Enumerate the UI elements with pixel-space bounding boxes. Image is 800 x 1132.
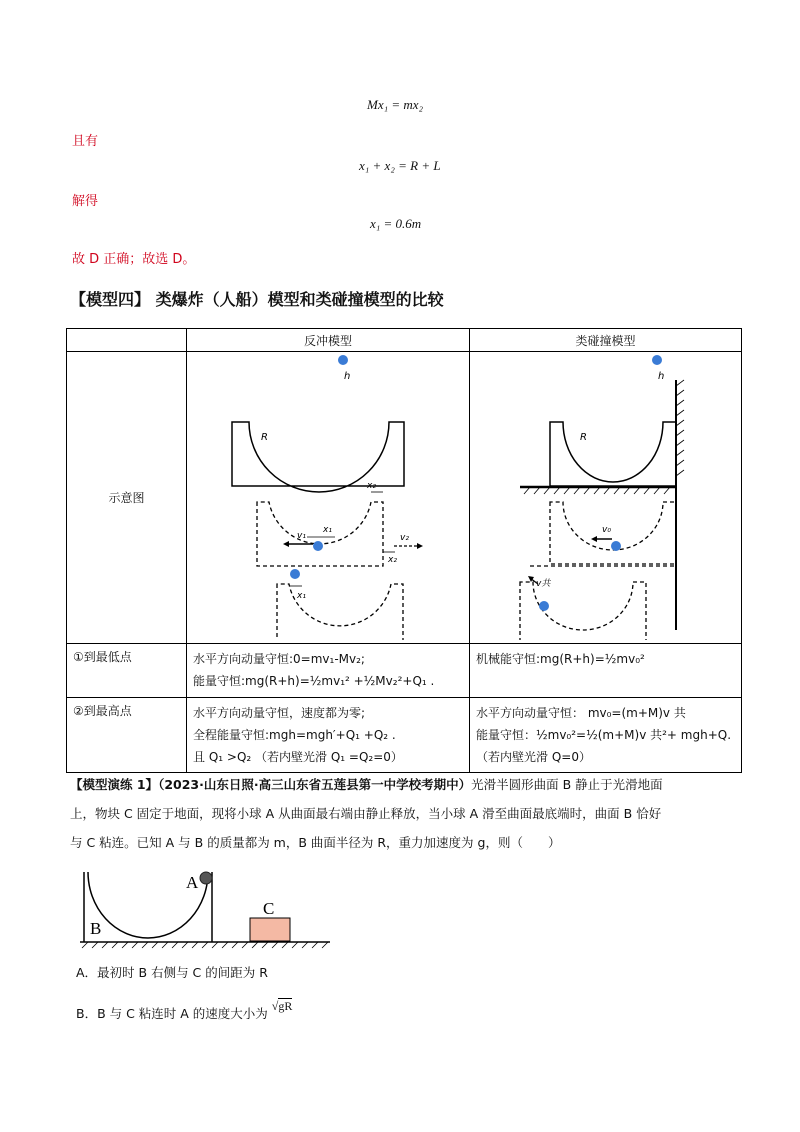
exercise-line3: 与 C 粘连。已知 A 与 B 的质量都为 m，B 曲面半径为 R，重力加速度为 g，则（ ） [70,835,561,850]
option-B-text: B．B 与 C 粘连时 A 的速度大小为 [76,1006,268,1021]
label-x2b: x₂ [388,555,397,565]
block-C [250,918,290,941]
collision-diagram [470,352,741,640]
ground-hatching [82,942,328,948]
comparison-table [66,328,742,773]
recoil-highest-line2: 全程能量守恒:mgh=mgh′+Q₁ +Q₂ . [193,728,396,742]
recoil-diagram-cell [187,352,470,644]
collision-highest-line3: （若内壁光滑 Q=0） [476,750,591,764]
collision-diagram-cell [470,352,742,644]
header-collision: 类碰撞模型 [470,329,742,352]
ball-icon [611,541,621,551]
wall-hatching [676,380,684,476]
ball-icon [313,541,323,551]
exercise-line2: 上，物块 C 固定于地面，现将小球 A 从曲面最右端由静止释放，当小球 A 滑至曲面最底端时，曲面 B 恰好 [70,806,662,821]
collision-highest-line2: 能量守恒：½mv₀²=½(m+M)v 共²+ mgh+Q. [476,728,732,742]
header-recoil: 反冲模型 [187,329,470,352]
arrowhead-icon [591,536,597,542]
row-label-lowest: ①到最低点 [67,644,187,698]
label-v1: v₁ [297,531,306,541]
label-x1: x₁ [323,525,332,535]
label-x2: x₂ [367,481,376,491]
option-B [76,999,293,1022]
ball-icon [338,355,348,365]
table-corner [67,329,187,352]
row-label-diagram: 示意图 [67,352,187,644]
label-h: h [344,371,351,382]
bowl-dashed-2 [277,584,403,640]
ball-icon [539,601,549,611]
bowl-dashed-2 [520,582,646,640]
option-A: A．最初时 B 右侧与 C 的间距为 R [76,965,268,980]
text-solve: 解得 [72,194,99,209]
exercise-line1: 光滑半圆形曲面 B 静止于光滑地面 [471,777,663,792]
arrowhead-icon [417,543,423,549]
recoil-diagram [187,352,469,640]
recoil-highest-line1: 水平方向动量守恒，速度都为零; [193,706,366,720]
text-also: 且有 [72,134,99,149]
section-title: 【模型四】 类爆炸（人船）模型和类碰撞模型的比较 [70,290,444,309]
equation-momentum: Mx₁ = mx₂ [367,97,424,112]
collision-highest-line1: 水平方向动量守恒： mv₀=(m+M)v 共 [476,706,686,720]
bowl-dashed-1 [257,502,383,566]
collision-lowest-line1: 机械能守恒:mg(R+h)=½mv₀² [476,652,645,666]
label-A: A [186,873,199,892]
exercise-figure [70,866,340,952]
equation-sum: x₁ + x₂ = R + L [359,158,441,173]
label-B: B [90,919,102,938]
ball-icon [652,355,662,365]
row-label-highest: ②到最高点 [67,698,187,773]
label-h: h [658,371,665,382]
label-v2: v₂ [400,533,409,543]
collision-highest-cell [470,698,742,773]
label-x1b: x₁ [297,591,306,601]
ball-icon [200,872,212,884]
recoil-lowest-line1: 水平方向动量守恒:0=mv₁-Mv₂; [193,652,365,666]
recoil-highest-cell [187,698,470,773]
label-R: R [261,432,268,443]
recoil-lowest-cell [187,644,470,698]
label-v0: v₀ [602,525,611,535]
label-vgong: v共 [536,579,551,589]
recoil-lowest-line2: 能量守恒:mg(R+h)=½mv₁² +½Mv₂²+Q₁ . [193,674,435,688]
bowl-solid [550,422,676,486]
equation-result: x₁ = 0.6m [370,216,422,231]
exercise-block [70,770,750,857]
arrowhead-icon [283,541,289,547]
collision-lowest-cell [470,644,742,698]
label-R: R [580,432,587,443]
exercise-tag: 【模型演练 1】 [70,777,159,792]
text-conclusion: 故 D 正确；故选 D。 [72,252,196,267]
label-C: C [263,899,275,918]
bowl-solid [232,422,404,492]
recoil-highest-line3: 且 Q₁ >Q₂ （若内壁光滑 Q₁ =Q₂=0） [193,750,403,764]
exercise-source: （2023·山东日照·高三山东省五莲县第一中学校考期中） [158,777,472,792]
ball-icon [290,569,300,579]
sqrt-expression: √gR [271,999,293,1013]
bowl-dashed-1 [550,502,676,564]
